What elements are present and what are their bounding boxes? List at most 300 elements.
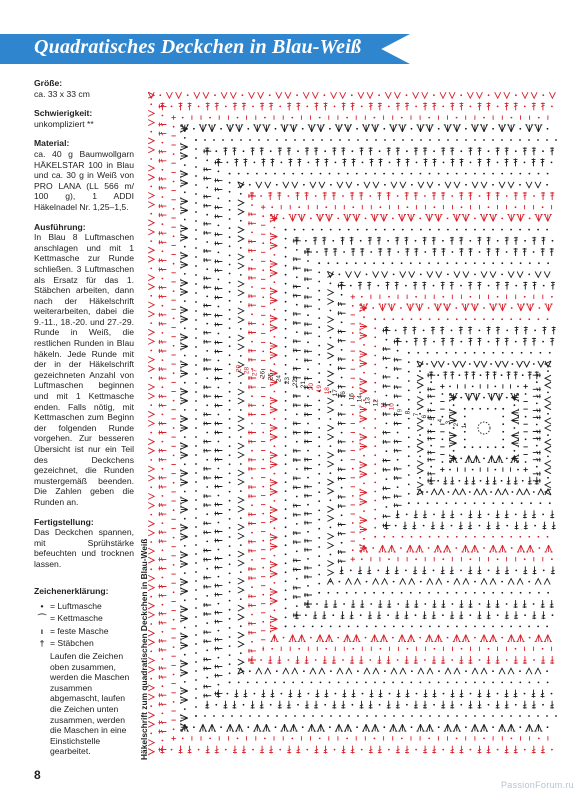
chain-stitch-mark [529, 637, 531, 639]
chain-stitch-mark [397, 603, 399, 605]
vee-stitch-mark [283, 182, 289, 188]
chain-stitch-mark [274, 609, 276, 611]
fan-stitch-mark [471, 304, 479, 311]
vee-stitch-mark [238, 254, 244, 260]
double-stitch-mark [524, 522, 528, 530]
chain-stitch-mark [240, 274, 242, 276]
chain-stitch-mark [411, 715, 413, 717]
chain-stitch-mark [218, 279, 220, 281]
chain-stitch-mark [318, 436, 320, 438]
vee-stitch-mark [148, 256, 154, 262]
double-stitch-mark [505, 611, 509, 619]
double-stitch-mark [293, 312, 301, 316]
double-stitch-mark [487, 611, 491, 619]
chain-stitch-mark [492, 318, 494, 320]
chain-stitch-mark [420, 626, 422, 628]
double-stitch-mark [158, 286, 166, 290]
chain-stitch-mark [447, 318, 449, 320]
vee-stitch-mark [238, 425, 244, 431]
chain-stitch-mark [469, 491, 471, 493]
fan-stitch-mark [444, 724, 452, 731]
fan-stitch-mark [462, 545, 470, 552]
chain-stitch-mark [329, 173, 331, 175]
chain-stitch-mark [229, 573, 231, 575]
chain-stitch-mark [395, 330, 397, 332]
chain-stitch-mark [195, 301, 197, 303]
chain-stitch-mark [318, 290, 320, 292]
fan-stitch-mark [462, 635, 470, 642]
chain-stitch-mark [150, 350, 152, 352]
execution-heading: Ausführung: [34, 221, 86, 232]
chain-stitch-mark [251, 286, 253, 288]
chain-stitch-mark [519, 173, 521, 175]
chain-stitch-mark [150, 240, 152, 242]
chain-stitch-mark [383, 726, 385, 728]
vee-stitch-mark [417, 468, 423, 474]
vee-stitch-mark [346, 579, 352, 585]
double-stitch-mark [260, 102, 264, 110]
chain-stitch-mark [373, 592, 375, 594]
chain-stitch-mark [465, 682, 467, 684]
chain-stitch-mark [366, 274, 368, 276]
chain-stitch-mark [460, 397, 462, 399]
chain-stitch-mark [547, 128, 549, 130]
fan-stitch-mark [489, 214, 497, 221]
chain-stitch-mark [501, 218, 503, 220]
double-stitch-mark [248, 485, 256, 489]
chain-stitch-mark [310, 637, 312, 639]
chain-stitch-mark [339, 715, 341, 717]
chain-stitch-mark [384, 229, 386, 231]
double-stitch-mark [158, 539, 166, 543]
double-stitch-mark [487, 522, 491, 530]
double-stitch-mark [158, 702, 166, 706]
double-stitch-mark [514, 656, 518, 664]
vee-stitch-mark [148, 667, 154, 673]
chain-stitch-mark [218, 441, 220, 443]
chain-stitch-mark [442, 240, 444, 242]
chain-stitch-mark [447, 637, 449, 639]
chain-stitch-mark [240, 247, 242, 249]
double-stitch-mark [270, 690, 274, 698]
vee-stitch-mark [327, 452, 333, 458]
double-stitch-mark [550, 656, 554, 664]
double-stitch-mark [464, 477, 468, 485]
double-stitch-mark [496, 326, 500, 334]
chain-stitch-mark [229, 291, 231, 293]
vee-stitch-mark [417, 382, 423, 388]
chain-stitch-mark [420, 318, 422, 320]
double-stitch-mark [414, 147, 418, 155]
double-stitch-mark [234, 158, 238, 166]
double-stitch-mark [427, 408, 435, 412]
chain-stitch-mark [374, 327, 376, 329]
chain-stitch-mark [229, 645, 231, 647]
double-stitch-mark [427, 387, 435, 391]
chain-stitch-mark [529, 682, 531, 684]
double-stitch-mark [214, 458, 222, 462]
chain-stitch-mark [294, 229, 296, 231]
vee-stitch-mark [238, 506, 244, 512]
chain-stitch-mark [285, 715, 287, 717]
fan-stitch-mark [270, 397, 277, 405]
chain-stitch-mark [209, 117, 211, 119]
double-stitch-mark [352, 690, 356, 698]
chain-stitch-mark [285, 247, 287, 249]
fan-stitch-mark [517, 545, 525, 552]
vee-stitch-mark [238, 236, 244, 242]
fan-stitch-mark [526, 304, 534, 311]
chain-stitch-mark [547, 456, 549, 458]
chain-stitch-mark [324, 704, 326, 706]
round-label: 20 [308, 382, 315, 391]
fan-stitch-mark [181, 660, 188, 668]
double-stitch-mark [293, 485, 301, 489]
chain-stitch-mark [285, 391, 287, 393]
double-stitch-mark [397, 158, 401, 166]
double-stitch-mark [304, 539, 312, 543]
chain-stitch-mark [502, 431, 504, 433]
chain-stitch-mark [472, 386, 474, 388]
vee-stitch-mark [148, 630, 154, 636]
vee-stitch-mark [327, 299, 333, 305]
vee-stitch-mark [238, 497, 244, 503]
chain-stitch-mark [407, 648, 409, 650]
vee-stitch-mark [517, 579, 523, 585]
legend-note: Laufen die Zeichen oben zusammen, werden die Maschen zusammen abgemascht, laufen die Zeichen unten zusammen, werden die Maschen in eine Einstichstelle gearbeitet. [50, 650, 130, 757]
chain-stitch-mark [324, 94, 326, 96]
vee-stitch-mark [194, 92, 200, 98]
chain-stitch-mark [330, 310, 332, 312]
double-stitch-mark [304, 458, 312, 462]
double-stitch-mark [203, 476, 211, 480]
chain-stitch-mark [229, 173, 231, 175]
double-stitch-mark [358, 566, 362, 574]
double-stitch-mark [324, 690, 328, 698]
chain-stitch-mark [318, 464, 320, 466]
chain-stitch-mark [374, 738, 376, 740]
double-stitch-mark [533, 387, 541, 391]
double-stitch-mark [379, 690, 383, 698]
double-stitch-mark [322, 611, 326, 619]
chain-stitch-mark [392, 218, 394, 220]
double-stitch-mark [487, 102, 491, 110]
double-stitch-mark [304, 403, 312, 407]
double-stitch-mark [203, 385, 211, 389]
double-stitch-mark [158, 422, 166, 426]
double-stitch-mark [293, 458, 301, 462]
chain-stitch-mark [492, 139, 494, 141]
chain-stitch-mark [229, 536, 231, 538]
double-stitch-mark [431, 326, 435, 334]
chain-stitch-mark [312, 229, 314, 231]
double-stitch-mark [203, 331, 211, 335]
vee-stitch-mark [495, 92, 501, 98]
chain-stitch-mark [464, 416, 466, 418]
chain-stitch-mark [474, 218, 476, 220]
vee-stitch-mark [472, 182, 478, 188]
vee-stitch-mark [427, 668, 433, 674]
chain-stitch-mark [510, 715, 512, 717]
chain-stitch-mark [410, 592, 412, 594]
double-stitch-mark [427, 394, 435, 398]
chain-stitch-mark [388, 558, 390, 560]
double-stitch-mark [478, 102, 482, 110]
fan-stitch-mark [380, 214, 388, 221]
double-stitch-mark [296, 656, 300, 664]
fan-stitch-mark [453, 125, 461, 132]
double-stitch-mark [433, 690, 437, 698]
double-stitch-mark [323, 192, 327, 200]
fan-stitch-mark [507, 214, 515, 221]
chain-stitch-mark [470, 296, 472, 298]
double-stitch-mark [206, 746, 210, 754]
double-stitch-mark [158, 322, 166, 326]
chain-stitch-mark [384, 626, 386, 628]
double-stitch-mark [395, 282, 399, 290]
fan-stitch-mark [270, 406, 277, 414]
double-stitch-mark [203, 630, 211, 634]
chain-stitch-mark [330, 184, 332, 186]
chain-stitch-mark [269, 94, 271, 96]
chain-stitch-mark [366, 581, 368, 583]
chain-stitch-mark [374, 472, 376, 474]
chain-stitch-mark [549, 352, 551, 354]
chain-stitch-mark [382, 592, 384, 594]
chain-stitch-mark [519, 318, 521, 320]
chain-stitch-mark [229, 582, 231, 584]
fan-stitch-mark [498, 724, 506, 731]
chain-stitch-mark [150, 158, 152, 160]
chain-stitch-mark [206, 541, 208, 543]
vee-stitch-mark [148, 302, 154, 308]
chain-stitch-mark [285, 265, 287, 267]
double-stitch-mark [338, 523, 346, 527]
chain-stitch-mark [538, 682, 540, 684]
chain-stitch-mark [285, 418, 287, 420]
chain-stitch-mark [162, 386, 164, 388]
chain-stitch-mark [229, 445, 231, 447]
chain-stitch-mark [488, 514, 490, 516]
chain-stitch-mark [296, 331, 298, 333]
fan-stitch-mark [181, 279, 188, 287]
chain-stitch-mark [416, 162, 418, 164]
chain-stitch-mark [465, 139, 467, 141]
double-stitch-mark [505, 746, 509, 754]
chain-stitch-mark [285, 364, 287, 366]
chain-stitch-mark [555, 139, 557, 141]
chain-stitch-mark [352, 441, 354, 443]
chain-stitch-mark [401, 738, 403, 740]
double-stitch-mark [440, 326, 444, 334]
fan-stitch-mark [181, 587, 188, 595]
double-stitch-mark [532, 690, 536, 698]
chain-stitch-mark [195, 706, 197, 708]
double-stitch-mark [450, 237, 454, 245]
double-stitch-mark [248, 540, 256, 544]
double-stitch-mark [468, 510, 472, 518]
chain-stitch-mark [529, 262, 531, 264]
double-stitch-mark [350, 237, 354, 245]
chain-stitch-mark [515, 341, 517, 343]
chain-stitch-mark [470, 558, 472, 560]
chain-stitch-mark [150, 486, 152, 488]
chain-stitch-mark [433, 341, 435, 343]
chain-stitch-mark [488, 150, 490, 152]
double-stitch-mark [293, 595, 301, 599]
chain-stitch-mark [506, 397, 508, 399]
chain-stitch-mark [470, 749, 472, 751]
vee-stitch-mark [327, 570, 333, 576]
double-stitch-mark [395, 237, 399, 245]
chain-stitch-mark [438, 536, 440, 538]
double-stitch-mark [351, 746, 355, 754]
chain-stitch-mark [150, 404, 152, 406]
chain-stitch-mark [318, 409, 320, 411]
chain-stitch-mark [387, 240, 389, 242]
double-stitch-mark [396, 147, 400, 155]
chain-stitch-mark [386, 478, 388, 480]
double-stitch-mark [305, 701, 309, 709]
chain-stitch-mark [389, 693, 391, 695]
chain-stitch-mark [229, 491, 231, 493]
double-stitch-mark [394, 385, 402, 389]
fan-stitch-mark [426, 724, 434, 731]
vee-stitch-mark [346, 668, 352, 674]
chain-stitch-mark [318, 354, 320, 356]
chain-stitch-mark [318, 400, 320, 402]
double-stitch-mark [382, 459, 390, 463]
double-stitch-mark [350, 611, 354, 619]
double-stitch-mark [233, 746, 237, 754]
double-stitch-mark [387, 600, 391, 608]
double-stitch-mark [523, 600, 527, 608]
double-stitch-mark [158, 177, 166, 181]
double-stitch-mark [477, 566, 481, 574]
double-stitch-mark [450, 566, 454, 574]
chain-stitch-mark [455, 352, 457, 354]
chain-stitch-mark [318, 326, 320, 328]
chain-stitch-mark [321, 139, 323, 141]
chain-stitch-mark [455, 307, 457, 309]
double-stitch-mark [288, 158, 292, 166]
double-stitch-mark [359, 656, 363, 664]
double-stitch-mark [486, 477, 490, 485]
double-stitch-mark [370, 690, 374, 698]
chain-stitch-mark [302, 726, 304, 728]
vee-stitch-mark [148, 557, 154, 563]
fan-stitch-mark [181, 361, 188, 369]
double-stitch-mark [214, 286, 222, 290]
chain-stitch-mark [218, 198, 220, 200]
chain-stitch-mark [271, 648, 273, 650]
double-stitch-mark [158, 693, 166, 697]
vee-stitch-mark [238, 641, 244, 647]
double-stitch-mark [305, 656, 309, 664]
chain-stitch-mark [173, 181, 175, 183]
round-label: 18 [324, 387, 332, 395]
chain-stitch-mark [229, 255, 231, 257]
chain-stitch-mark [386, 395, 388, 397]
fan-stitch-mark [534, 724, 542, 731]
chain-stitch-mark [408, 427, 410, 429]
chain-stitch-mark [240, 193, 242, 195]
chain-stitch-mark [438, 128, 440, 130]
chain-stitch-mark [339, 229, 341, 231]
fan-stitch-mark [181, 669, 188, 677]
double-stitch-mark [424, 158, 428, 166]
chain-stitch-mark [366, 139, 368, 141]
chain-stitch-mark [279, 749, 281, 751]
chain-stitch-mark [442, 461, 444, 463]
double-stitch-mark [432, 611, 436, 619]
double-stitch-mark [293, 321, 301, 325]
fan-stitch-mark [181, 424, 188, 432]
chain-stitch-mark [415, 749, 417, 751]
double-stitch-mark [248, 349, 256, 353]
chain-stitch-mark [193, 726, 195, 728]
chain-stitch-mark [229, 364, 231, 366]
chain-stitch-mark [547, 173, 549, 175]
double-stitch-mark [248, 622, 256, 626]
chain-stitch-mark [218, 684, 220, 686]
double-stitch-mark [395, 566, 399, 574]
double-stitch-mark [338, 559, 346, 563]
double-stitch-mark [293, 285, 301, 289]
vee-stitch-mark [508, 668, 514, 674]
chain-stitch-mark [416, 693, 418, 695]
chain-stitch-mark [501, 536, 503, 538]
vee-stitch-mark [481, 361, 487, 367]
vee-stitch-mark [327, 479, 333, 485]
chain-stitch-mark [352, 386, 354, 388]
vee-stitch-mark [535, 668, 541, 674]
fan-stitch-mark [488, 394, 496, 401]
chain-stitch-mark [410, 173, 412, 175]
chain-stitch-mark [443, 693, 445, 695]
double-stitch-mark [424, 690, 428, 698]
chain-stitch-mark [474, 637, 476, 639]
chain-stitch-mark [330, 445, 332, 447]
vee-stitch-mark [340, 92, 346, 98]
chain-stitch-mark [195, 652, 197, 654]
double-stitch-mark [487, 192, 491, 200]
chain-stitch-mark [311, 682, 313, 684]
chain-stitch-mark [285, 553, 287, 555]
chain-stitch-mark [195, 418, 197, 420]
chain-stitch-mark [411, 726, 413, 728]
chain-stitch-mark [294, 139, 296, 141]
chain-stitch-mark [538, 117, 540, 119]
chain-stitch-mark [397, 659, 399, 661]
chain-stitch-mark [428, 262, 430, 264]
chain-stitch-mark [501, 637, 503, 639]
double-stitch-mark [203, 249, 211, 253]
chain-stitch-mark [150, 322, 152, 324]
chain-stitch-mark [501, 374, 503, 376]
chain-stitch-mark [285, 499, 287, 501]
chain-stitch-mark [285, 256, 287, 258]
double-stitch-mark [158, 512, 166, 516]
vee-stitch-mark [373, 668, 379, 674]
chain-stitch-mark [267, 139, 269, 141]
legend-label: = feste Masche [50, 625, 109, 636]
chain-stitch-mark [519, 128, 521, 130]
double-stitch-mark [533, 394, 541, 398]
chain-stitch-mark [515, 570, 517, 572]
vee-stitch-mark [467, 92, 473, 98]
chain-stitch-mark [316, 603, 318, 605]
